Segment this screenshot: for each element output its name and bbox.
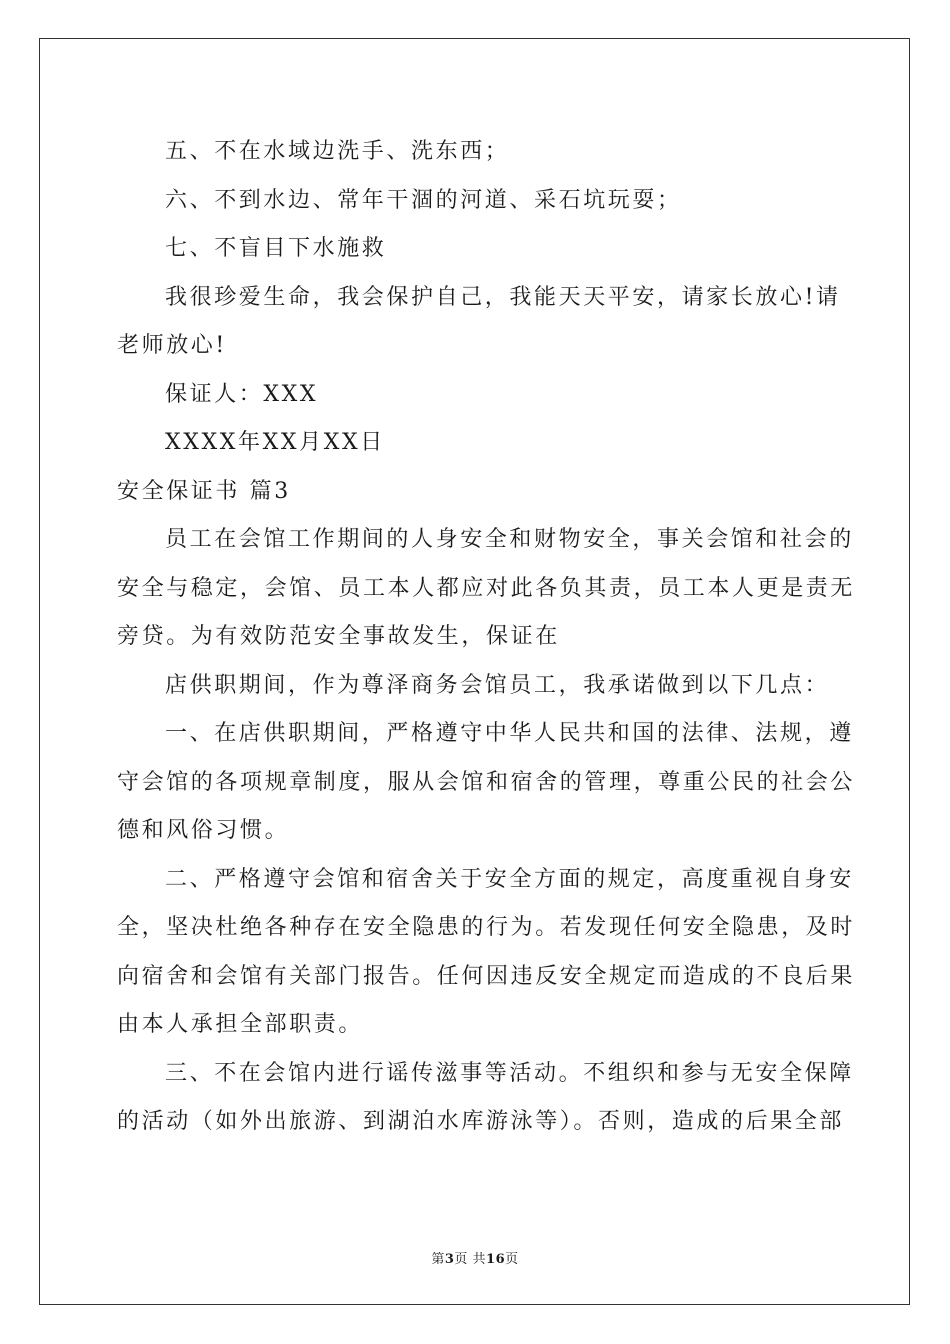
- text-line: 五、不在水域边洗手、洗东西；: [165, 139, 510, 164]
- text-line: 六、不到水边、常年干涸的河道、采石坑玩耍；: [165, 187, 682, 213]
- text-line: 守会馆的各项规章制度，服从会馆和宿舍的管理，尊重公民的社会公: [117, 769, 856, 795]
- text-line: XXXX年XX月XX日: [165, 430, 385, 455]
- text-line: 旁贷。为有效防范安全事故发生，保证在: [117, 624, 560, 649]
- text-line: 二、严格遵守会馆和宿舍关于安全方面的规定，高度重视自身安: [165, 866, 854, 892]
- footer-current-page: 3: [444, 1252, 455, 1267]
- text-line: 安全与稳定，会馆、员工本人都应对此各负其责，员工本人更是责无: [117, 575, 856, 601]
- text-line: 老师放心!: [117, 333, 227, 358]
- text-line: 一、在店供职期间，严格遵守中华人民共和国的法律、法规，遵: [165, 721, 854, 746]
- text-line: 由本人承担全部职责。: [117, 1012, 364, 1037]
- text-line: 我很珍爱生命，我会保护自己，我能天天平安，请家长放心!请: [165, 284, 841, 310]
- text-line: 向宿舍和会馆有关部门报告。任何因违反安全规定而造成的不良后果: [117, 963, 856, 989]
- text-line: 保证人：XXX: [165, 381, 319, 407]
- text-line: 员工在会馆工作期间的人身安全和财物安全，事关会馆和社会的: [165, 527, 854, 552]
- text-line: 店供职期间，作为尊泽商务会馆员工，我承诺做到以下几点：: [165, 672, 830, 698]
- text-line: 七、不盲目下水施救: [165, 236, 387, 261]
- footer-prefix: 第: [431, 1252, 445, 1267]
- footer-mid: 页 共: [454, 1252, 487, 1267]
- footer-total-pages: 16: [486, 1252, 506, 1267]
- text-line: 全，坚决杜绝各种存在安全隐患的行为。若发现任何安全隐患，及时: [117, 915, 856, 940]
- document-body: [117, 128, 856, 1147]
- section-heading: 安全保证书 篇3: [117, 478, 291, 504]
- text-line: 三、不在会馆内进行谣传滋事等活动。不组织和参与无安全保障: [165, 1060, 854, 1086]
- page-footer: [0, 1248, 950, 1267]
- text-line: 德和风俗习惯。: [117, 818, 290, 843]
- text-line: 的活动（如外出旅游、到湖泊水库游泳等）。否则，造成的后果全部: [117, 1109, 845, 1134]
- footer-suffix: 页: [505, 1252, 519, 1267]
